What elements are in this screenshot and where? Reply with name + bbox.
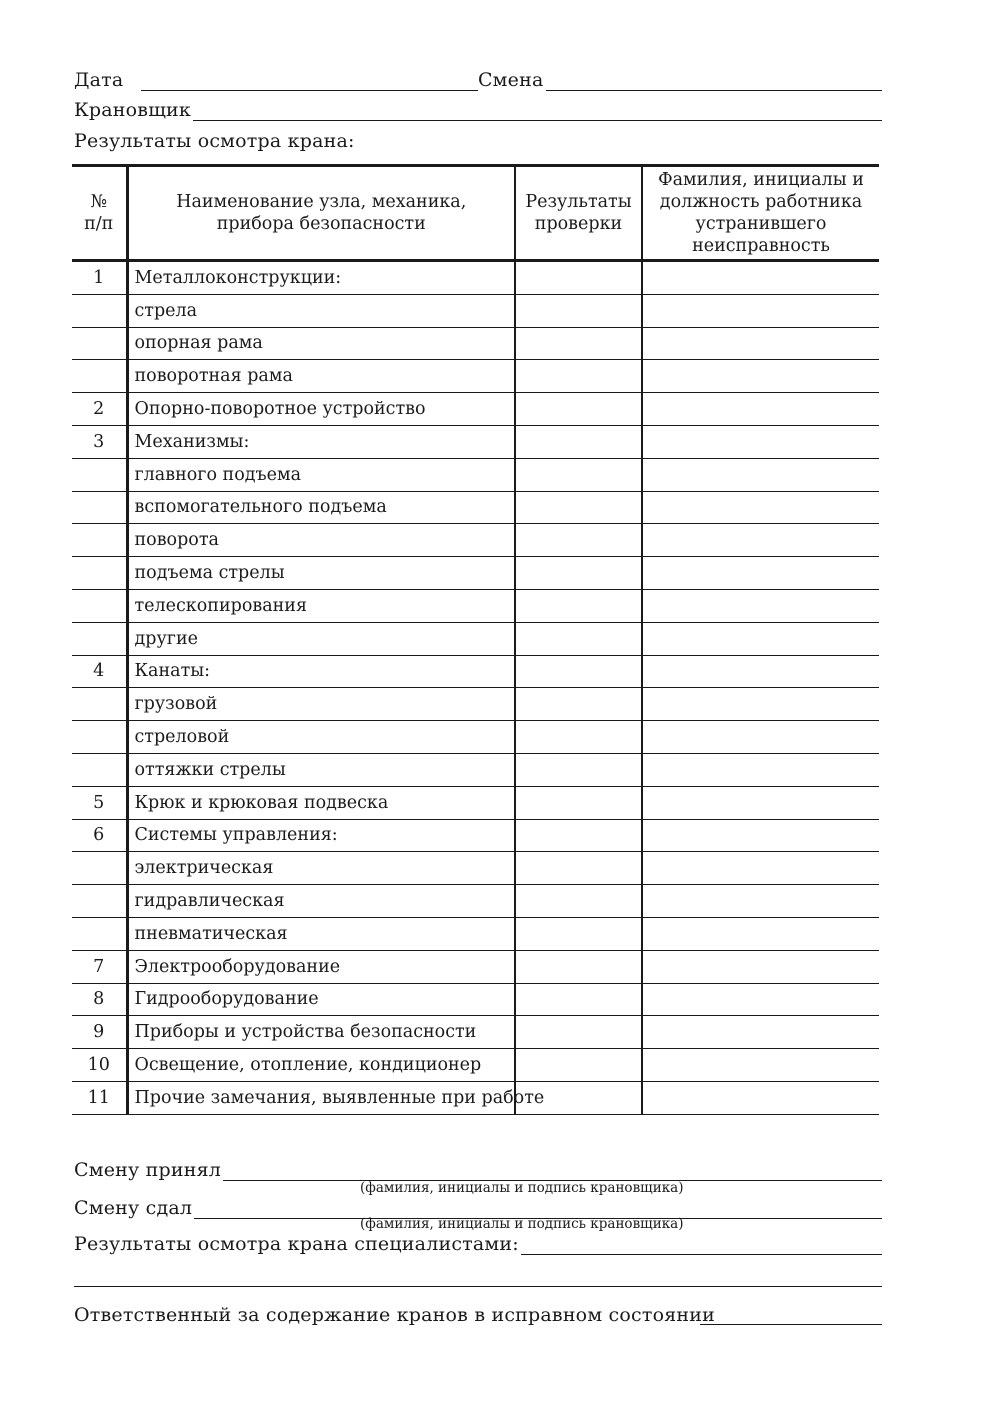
- row-result-cell[interactable]: [515, 688, 642, 721]
- crane-operator-field[interactable]: [193, 98, 882, 121]
- row-item-name: другие: [127, 622, 515, 655]
- date-field[interactable]: [141, 68, 478, 91]
- row-number: [72, 294, 127, 327]
- row-item-name: электрическая: [127, 852, 515, 885]
- shift-accepted-label: Смену принял: [74, 1159, 222, 1181]
- row-fixer-cell[interactable]: [642, 721, 879, 754]
- row-fixer-cell[interactable]: [642, 852, 879, 885]
- row-fixer-cell[interactable]: [642, 458, 879, 491]
- row-result-cell[interactable]: [515, 589, 642, 622]
- row-result-cell[interactable]: [515, 983, 642, 1016]
- row-item-name: стрела: [127, 294, 515, 327]
- table-row: [72, 458, 879, 491]
- column-header-number: № п/п: [72, 166, 127, 261]
- row-result-cell[interactable]: [515, 524, 642, 557]
- row-fixer-cell[interactable]: [642, 753, 879, 786]
- table-row: [72, 950, 879, 983]
- row-result-cell[interactable]: [515, 655, 642, 688]
- table-row: [72, 1081, 879, 1114]
- row-number: 1: [72, 261, 127, 295]
- row-fixer-cell[interactable]: [642, 688, 879, 721]
- row-result-cell[interactable]: [515, 458, 642, 491]
- row-fixer-cell[interactable]: [642, 1081, 879, 1114]
- shift-accepted-field[interactable]: [223, 1158, 882, 1181]
- row-fixer-cell[interactable]: [642, 819, 879, 852]
- row-fixer-cell[interactable]: [642, 294, 879, 327]
- date-label: Дата: [74, 69, 124, 91]
- shift-handed-label: Смену сдал: [74, 1197, 193, 1219]
- row-result-cell[interactable]: [515, 1016, 642, 1049]
- column-header-results: Результаты проверки: [515, 166, 642, 261]
- table-header-row: [72, 166, 879, 261]
- row-fixer-cell[interactable]: [642, 622, 879, 655]
- table-row: [72, 1016, 879, 1049]
- row-number: 4: [72, 655, 127, 688]
- row-fixer-cell[interactable]: [642, 950, 879, 983]
- specialists-field[interactable]: [521, 1232, 882, 1255]
- table-row: [72, 753, 879, 786]
- row-item-name: Прочие замечания, выявленные при работе: [127, 1081, 515, 1114]
- row-number: [72, 557, 127, 590]
- row-number: 11: [72, 1081, 127, 1114]
- row-result-cell[interactable]: [515, 753, 642, 786]
- row-item-name: поворота: [127, 524, 515, 557]
- specialists-row: [74, 1232, 882, 1255]
- row-item-name: оттяжки стрелы: [127, 753, 515, 786]
- row-number: [72, 622, 127, 655]
- row-fixer-cell[interactable]: [642, 261, 879, 295]
- row-item-name: вспомогательного подъема: [127, 491, 515, 524]
- row-result-cell[interactable]: [515, 261, 642, 295]
- shift-label: Смена: [477, 69, 544, 91]
- row-number: [72, 524, 127, 557]
- row-result-cell[interactable]: [515, 819, 642, 852]
- row-fixer-cell[interactable]: [642, 917, 879, 950]
- row-item-name: Системы управления:: [127, 819, 515, 852]
- row-item-name: Гидрооборудование: [127, 983, 515, 1016]
- row-number: [72, 885, 127, 918]
- shift-handed-hint: (фамилия, инициалы и подпись крановщика): [360, 1216, 684, 1232]
- row-item-name: Канаты:: [127, 655, 515, 688]
- crane-operator-label: Крановщик: [74, 99, 191, 121]
- table-row: [72, 557, 879, 590]
- table-row: [72, 917, 879, 950]
- row-result-cell[interactable]: [515, 425, 642, 458]
- row-item-name: опорная рама: [127, 327, 515, 360]
- row-item-name: Металлоконструкции:: [127, 261, 515, 295]
- row-number: [72, 721, 127, 754]
- row-result-cell[interactable]: [515, 721, 642, 754]
- row-item-name: Опорно-поворотное устройство: [127, 393, 515, 426]
- row-result-cell[interactable]: [515, 885, 642, 918]
- row-number: 8: [72, 983, 127, 1016]
- shift-accepted-hint: (фамилия, инициалы и подпись крановщика): [360, 1180, 684, 1196]
- table-row: [72, 524, 879, 557]
- table-row: [72, 622, 879, 655]
- table-row: [72, 721, 879, 754]
- row-fixer-cell[interactable]: [642, 491, 879, 524]
- row-number: [72, 458, 127, 491]
- table-row: [72, 294, 879, 327]
- row-item-name: грузовой: [127, 688, 515, 721]
- row-number: [72, 753, 127, 786]
- row-item-name: Приборы и устройства безопасности: [127, 1016, 515, 1049]
- table-row: [72, 327, 879, 360]
- row-item-name: Освещение, отопление, кондиционер: [127, 1049, 515, 1082]
- row-result-cell[interactable]: [515, 1049, 642, 1082]
- specialists-continuation-line[interactable]: [74, 1286, 882, 1287]
- row-result-cell[interactable]: [515, 393, 642, 426]
- row-number: 3: [72, 425, 127, 458]
- inspection-table-body: [72, 261, 879, 1115]
- row-item-name: Крюк и крюковая подвеска: [127, 786, 515, 819]
- row-fixer-cell[interactable]: [642, 327, 879, 360]
- row-number: 2: [72, 393, 127, 426]
- table-row: [72, 786, 879, 819]
- row-number: [72, 917, 127, 950]
- row-fixer-cell[interactable]: [642, 1049, 879, 1082]
- row-number: 5: [72, 786, 127, 819]
- row-number: [72, 688, 127, 721]
- responsible-label: Ответственный за содержание кранов в исправном состоянии: [74, 1304, 715, 1326]
- row-fixer-cell[interactable]: [642, 786, 879, 819]
- row-fixer-cell[interactable]: [642, 524, 879, 557]
- responsible-field[interactable]: [700, 1324, 882, 1325]
- row-item-name: подъема стрелы: [127, 557, 515, 590]
- shift-field[interactable]: [546, 68, 883, 91]
- table-row: [72, 688, 879, 721]
- results-heading: Результаты осмотра крана:: [74, 130, 355, 152]
- row-fixer-cell[interactable]: [642, 360, 879, 393]
- row-fixer-cell[interactable]: [642, 983, 879, 1016]
- row-item-name: поворотная рама: [127, 360, 515, 393]
- row-item-name: Механизмы:: [127, 425, 515, 458]
- row-result-cell[interactable]: [515, 557, 642, 590]
- row-result-cell[interactable]: [515, 622, 642, 655]
- row-fixer-cell[interactable]: [642, 655, 879, 688]
- row-fixer-cell[interactable]: [642, 425, 879, 458]
- row-number: [72, 491, 127, 524]
- row-item-name: гидравлическая: [127, 885, 515, 918]
- row-number: 10: [72, 1049, 127, 1082]
- column-header-name: Наименование узла, механика, прибора безопасности: [127, 166, 515, 261]
- table-row: [72, 261, 879, 295]
- table-row: [72, 819, 879, 852]
- row-item-name: Электрооборудование: [127, 950, 515, 983]
- table-row: [72, 655, 879, 688]
- date-shift-row: [74, 68, 882, 91]
- table-row: [72, 589, 879, 622]
- row-result-cell[interactable]: [515, 786, 642, 819]
- table-row: [72, 852, 879, 885]
- row-result-cell[interactable]: [515, 852, 642, 885]
- table-row: [72, 491, 879, 524]
- row-result-cell[interactable]: [515, 917, 642, 950]
- row-item-name: телескопирования: [127, 589, 515, 622]
- row-item-name: стреловой: [127, 721, 515, 754]
- row-number: [72, 589, 127, 622]
- row-result-cell[interactable]: [515, 294, 642, 327]
- row-number: [72, 360, 127, 393]
- table-row: [72, 393, 879, 426]
- crane-operator-row: [74, 98, 882, 121]
- row-item-name: главного подъема: [127, 458, 515, 491]
- row-number: 9: [72, 1016, 127, 1049]
- table-row: [72, 885, 879, 918]
- table-row: [72, 1049, 879, 1082]
- inspection-table: [72, 164, 879, 1115]
- row-number: [72, 852, 127, 885]
- row-result-cell[interactable]: [515, 491, 642, 524]
- row-number: 7: [72, 950, 127, 983]
- row-fixer-cell[interactable]: [642, 885, 879, 918]
- row-fixer-cell[interactable]: [642, 589, 879, 622]
- column-header-fixer: Фамилия, инициалы и должность работника устранившего неисправность: [642, 166, 879, 261]
- row-result-cell[interactable]: [515, 950, 642, 983]
- row-result-cell[interactable]: [515, 360, 642, 393]
- row-number: 6: [72, 819, 127, 852]
- table-row: [72, 425, 879, 458]
- row-fixer-cell[interactable]: [642, 393, 879, 426]
- specialists-label: Результаты осмотра крана специалистами:: [74, 1233, 519, 1255]
- table-row: [72, 983, 879, 1016]
- shift-accepted-row: [74, 1158, 882, 1181]
- row-item-name: пневматическая: [127, 917, 515, 950]
- row-fixer-cell[interactable]: [642, 557, 879, 590]
- table-row: [72, 360, 879, 393]
- row-result-cell[interactable]: [515, 327, 642, 360]
- row-fixer-cell[interactable]: [642, 1016, 879, 1049]
- row-number: [72, 327, 127, 360]
